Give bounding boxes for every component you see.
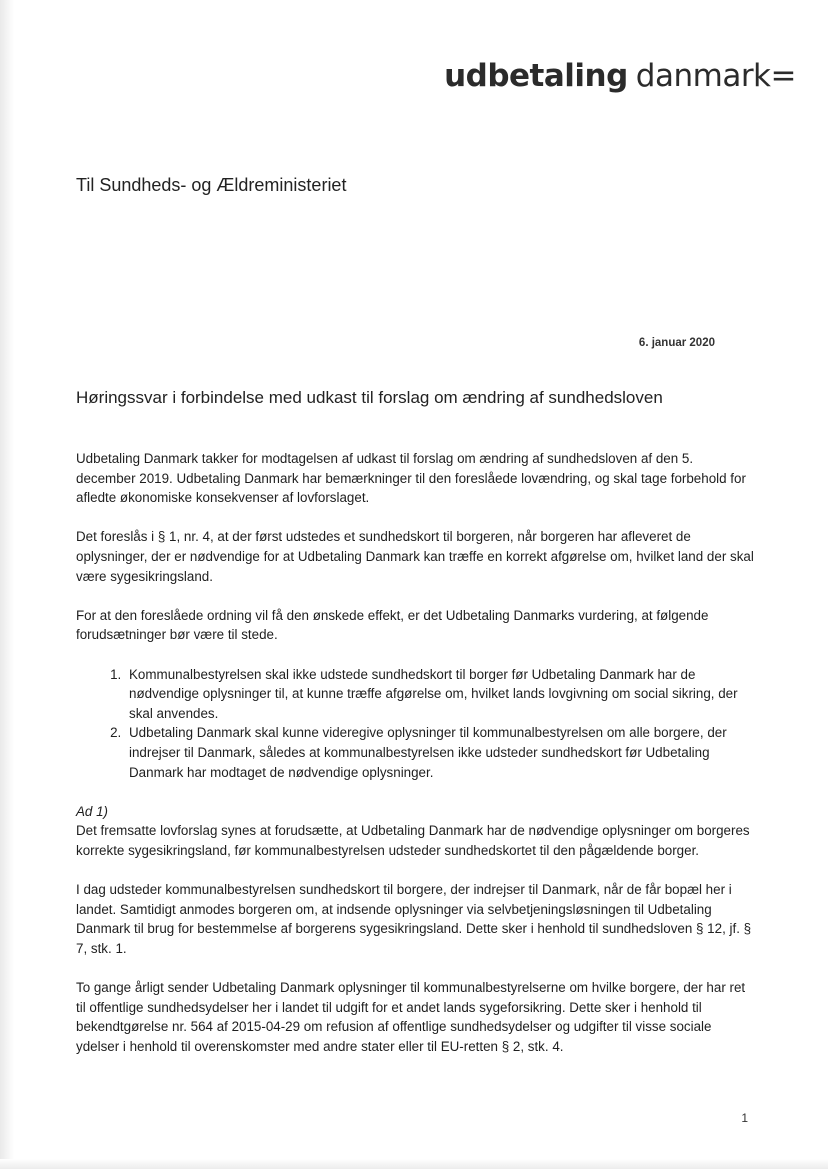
logo-light-text: danmark=: [635, 58, 796, 94]
paragraph-intro: Udbetaling Danmark takker for modtagelsen af udkast til forslag om ændring af sundhedsloven af den 5. december 2019. Udbetaling Danmark har bemærkninger til den foreslåede lovændring, og skal tage forbehold for afledte økonomiske konsekvenser af lovforslaget.: [76, 451, 746, 506]
paragraph-assessment: For at den foreslåede ordning vil få den ønskede effekt, er det Udbetaling Danmarks vurdering, at følgende forudsætninger bør være til stede.: [76, 607, 709, 643]
logo-bold-text: udbetaling: [444, 58, 628, 94]
paragraph-ad1: Det fremsatte lovforslag synes at forudsætte, at Udbetaling Danmark har de nødvendige oplysninger om borgeres korrekte sygesikringsland, før kommunalbestyrelsen udsteder sundhedskortet til den pågældende borger.: [76, 823, 750, 858]
letter-body: [76, 449, 756, 1076]
prerequisites-list: [76, 665, 756, 783]
list-item: 1. Kommunalbestyrelsen skal ikke udstede sundhedskort til borger før Udbetaling Danmark har de nødvendige oplysninger til, at kunne træffe afgørelse om, hvilket lands lovgivning om social sikring, der skal anvendes.: [125, 665, 756, 724]
recipient-line: Til Sundheds- og Ældreministeriet: [76, 175, 347, 195]
list-item: 2. Udbetaling Danmark skal kunne videregive oplysninger til kommunalbestyrelsen om alle borgere, der indrejser til Danmark, således at kommunalbestyrelsen ikke udsteder sundhedskort før Udbetaling Danmark har modtaget de nødvendige oplysninger.: [125, 723, 756, 782]
paragraph-biannual-reporting: To gange årligt sender Udbetaling Danmark oplysninger til kommunalbestyrelserne om hvilke borgere, der har ret til offentlige sundhedsydelser her i landet til udgift for et andet lands sygeforsikring. Dette sker i henhold til bekendtgørelse nr. 564 af 2015-04-29 om refusion af offentlige sundhedsydelser og udgifter til visse sociale ydelser i henhold til overenskomster med andre stater eller til EU-retten § 2, stk. 4.: [76, 980, 746, 1054]
letter-date: 6. januar 2020: [638, 337, 715, 349]
page-number: 1: [741, 1111, 748, 1125]
scan-edge-bottom: [0, 1159, 828, 1169]
scan-edge-left: [0, 0, 14, 1169]
paragraph-proposal: Det foreslås i § 1, nr. 4, at der først udstedes et sundhedskort til borgeren, når borgeren har afleveret de oplysninger, der er nødvendige for at Udbetaling Danmark kan træffe en korrekt afgørelse om, hvilket land der skal være sygesikringsland.: [76, 529, 754, 584]
letter-subject: Høringssvar i forbindelse med udkast til forslag om ændring af sundhedsloven: [76, 388, 663, 407]
paragraph-current-practice: I dag udsteder kommunalbestyrelsen sundhedskort til borgere, der indrejser til Danmark, når de får bopæl her i landet. Samtidigt anmodes borgeren om, at indsende oplysninger via selvbetjeningsløsningen til Udbetaling Danmark til brug for bestemmelse af borgerens sygesikringsland. Dette sker i henhold til sundhedsloven § 12, jf. § 7, stk. 1.: [76, 882, 752, 956]
udbetaling-danmark-logo: [444, 58, 796, 94]
section-heading-ad1: Ad 1): [76, 803, 109, 819]
